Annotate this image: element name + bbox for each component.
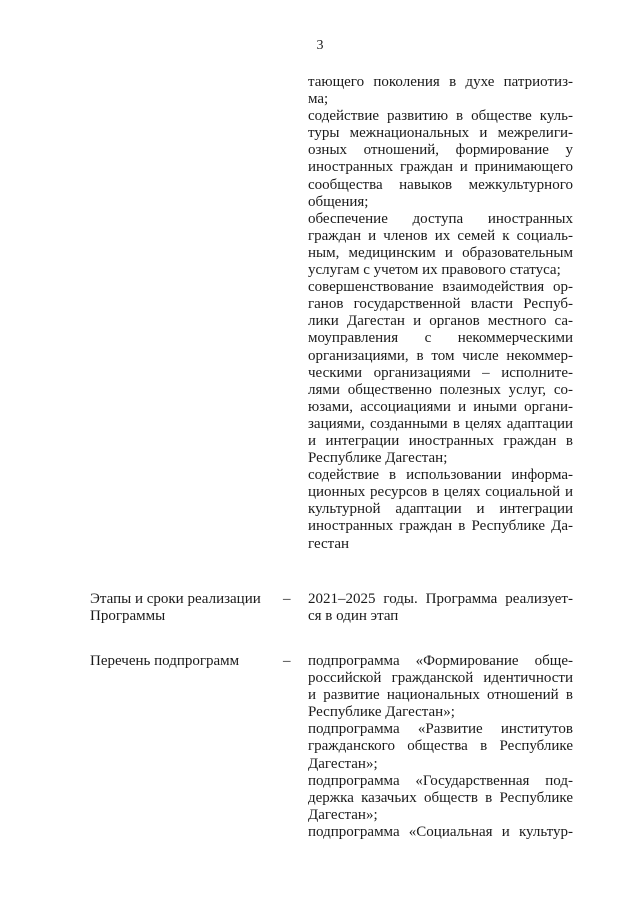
- text-line: гражданского общества в Республике: [308, 738, 573, 755]
- text-line: совершенствование взаимодействия ор-: [308, 279, 573, 296]
- text-line: общения;: [308, 193, 369, 210]
- text-line: ся в один этап: [308, 608, 399, 625]
- text-line: юзами, ассоциациями и иными органи-: [308, 398, 573, 415]
- text-line: содействие в использовании информа-: [308, 467, 573, 484]
- text-line: Программы: [90, 608, 166, 625]
- text-line: ганов государственной власти Респуб-: [308, 296, 573, 313]
- text-line: ным, медицинским и образовательным: [308, 244, 573, 261]
- text-line: ционных ресурсов в целях социальной и: [308, 484, 573, 501]
- text-line: организациями, в том числе некоммер-: [308, 347, 573, 364]
- text-line: и развитие национальных отношений в: [308, 687, 573, 704]
- stages-dash: –: [283, 591, 291, 607]
- stages-value: [308, 591, 573, 625]
- text-line: Дагестан»;: [308, 806, 378, 823]
- text-line: ма;: [308, 91, 329, 108]
- text-line: Республике Дагестан;: [308, 450, 448, 467]
- text-line: ческими организациями – исполните-: [308, 364, 573, 381]
- text-line: туры межнациональных и межрелиги-: [308, 125, 573, 142]
- text-line: тающего поколения в духе патриотиз-: [308, 74, 573, 90]
- text-line: подпрограмма «Формирование обще-: [308, 653, 573, 669]
- text-line: Этапы и сроки реализации: [90, 591, 261, 607]
- text-line: озных отношений, формирование у: [308, 142, 573, 159]
- text-line: иностранных граждан в Республике Да-: [308, 518, 573, 535]
- text-line: сообщества навыков межкультурного: [308, 176, 573, 193]
- text-line: услугам с учетом их правового статуса;: [308, 262, 561, 279]
- text-line: гестан: [308, 535, 350, 552]
- goals-continuation: [308, 74, 573, 553]
- text-line: подпрограмма «Государственная под-: [308, 772, 573, 789]
- text-line: Перечень подпрограмм: [90, 653, 240, 669]
- text-line: подпрограмма «Развитие институтов: [308, 721, 573, 738]
- text-line: и интеграции иностранных граждан в: [308, 432, 573, 449]
- text-line: иностранных граждан и принимающего: [308, 159, 573, 176]
- text-line: граждан и членов их семей к социаль-: [308, 227, 573, 244]
- text-line: подпрограмма «Социальная и культур-: [308, 823, 573, 840]
- stages-label: [90, 591, 280, 625]
- text-line: 2021–2025 годы. Программа реализует-: [308, 591, 573, 607]
- page-number: 3: [316, 38, 324, 53]
- subprograms-label: [90, 653, 280, 670]
- text-line: держка казачьих обществ в Республике: [308, 789, 573, 806]
- subprograms-value: [308, 653, 573, 841]
- text-line: содействие развитию в обществе куль-: [308, 108, 573, 125]
- text-line: моуправления с некоммерческими: [308, 330, 573, 347]
- text-line: лями общественно полезных услуг, со-: [308, 381, 573, 398]
- subprograms-dash: –: [283, 653, 291, 669]
- text-line: лики Дагестан и органов местного са-: [308, 313, 573, 330]
- text-line: Дагестан»;: [308, 755, 378, 772]
- text-line: обеспечение доступа иностранных: [308, 210, 573, 227]
- text-line: зациями, созданными в целях адаптации: [308, 415, 573, 432]
- text-line: культурной адаптации и интеграции: [308, 501, 573, 518]
- text-line: российской гражданской идентичности: [308, 670, 573, 687]
- text-line: Республике Дагестан»;: [308, 704, 455, 721]
